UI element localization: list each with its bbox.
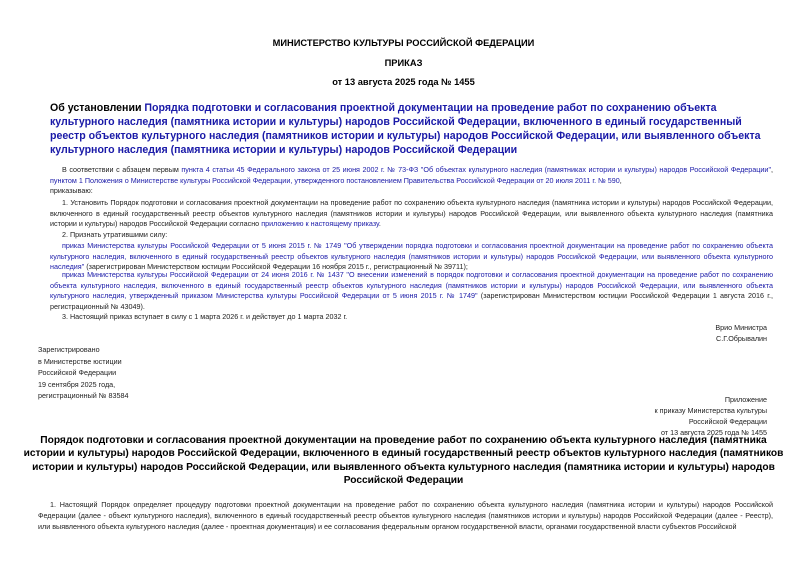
- appendix-block: [654, 394, 767, 438]
- item-1-text: 1. Установить Порядок подготовки и согласования проектной документации на проведение работ по сохранению объекта культурного наследия (памятника истории и культуры) народов Российской Федерации, включенного в единый государственный реестр объектов культурного наследия (памятников истории и культуры) народов Российской Федерации, или выявленного объекта культурного наследия (памятника истории и культуры) народов Российской Федерации согласно: [50, 198, 773, 229]
- document-type-heading: ПРИКАЗ: [384, 58, 423, 68]
- item-1: [50, 198, 773, 230]
- registration-line: Российской Федерации: [38, 368, 117, 377]
- appendix-line: Приложение: [724, 395, 767, 404]
- signatory-name: С.Г.Обрывалин: [716, 334, 767, 343]
- ministry-heading: МИНИСТЕРСТВО КУЛЬТУРЫ РОССИЙСКОЙ ФЕДЕРАЦИИ: [272, 38, 535, 48]
- registration-line: регистрационный № 83584: [38, 391, 129, 400]
- registration-block: [38, 344, 128, 402]
- registration-line: Зарегистрировано: [38, 345, 100, 354]
- ministry-regulation-link[interactable]: пунктом 1 Положения о Министерстве культуры Российской Федерации, утвержденного постановлением Правительства Российской Федерации от 20 июля 2011 г. № 590: [50, 175, 620, 185]
- preamble-text-start: В соответствии с абзацем первым: [62, 165, 182, 174]
- order-word: приказываю:: [50, 186, 93, 196]
- order-1437-link[interactable]: приказ Министерства культуры Российской Федерации от 24 июня 2016 г. № 1437 "О внесении изменений в порядок подготовки и согласования проектной документации на проведение работ по сохранению объекта культурного наследия, включенного в единый государственный реестр объектов культурного наследия (памятников истории и культуры) народов Российской Федерации, или выявленного объекта культурного наследия, утвержденный приказом Министерства культуры Российской Федерации от 5 июня 2015 г. № 1749": [50, 270, 773, 301]
- order-date-number: от 13 августа 2025 года № 1455: [332, 77, 475, 87]
- repeal-2-paragraph: [50, 270, 773, 323]
- signatory-position: Врио Министра: [715, 323, 767, 332]
- repeal-2: [50, 270, 773, 312]
- order-title: [50, 101, 765, 157]
- preamble-separator: ,: [771, 165, 773, 174]
- item-1-paragraph: [50, 198, 773, 240]
- order-1749-link[interactable]: приказ Министерства культуры Российской Федерации от 5 июня 2015 г. № 1749 "Об утверждении порядка подготовки и согласования проектной документации на проведение работ по сохранению объекта культурного наследия, включенного в единый государственный реестр объектов культурного наследия (памятников истории и культуры) народов Российской Федерации, или выявленного объекта культурного наследия": [50, 241, 773, 272]
- repeal-1: [50, 241, 773, 273]
- appendix-line: от 13 августа 2025 года № 1455: [660, 428, 767, 437]
- repeal-1-registration: (зарегистрирован Министерством юстиции Российской Федерации 16 ноября 2015 г., регистрационный № 39711);: [84, 262, 468, 272]
- preamble-end: ,: [619, 175, 622, 185]
- registration-line: 19 сентября 2025 года,: [38, 379, 116, 389]
- federal-law-link[interactable]: пункта 4 статьи 45 Федерального закона от 25 июня 2002 г. № 73-ФЗ "Об объектах культурного наследия (памятниках истории и культуры) народов Российской Федерации": [181, 165, 771, 174]
- repeal-2-registration: (зарегистрирован Министерством юстиции Российской Федерации 1 августа 2016 г., регистрационный № 43049).: [50, 291, 773, 311]
- preamble-text: [50, 165, 773, 186]
- repeal-1-paragraph: [50, 241, 773, 273]
- appendix-link[interactable]: приложению к настоящему приказу: [261, 219, 379, 229]
- preamble-paragraph: [50, 165, 773, 197]
- item-3: 3. Настоящий приказ вступает в силу с 1 марта 2026 г. и действует до 1 марта 2032 г.: [62, 312, 348, 322]
- signature-block: [715, 322, 767, 344]
- procedure-title: Порядок подготовки и согласования проектной документации на проведение работ по сохранению объекта культурного наследия (памятника истории и культуры) народов Российской Федерации, включенного в единый государственный реестр объектов культурного наследия (памятников истории и культуры) народов Российской Федерации, или выявленного объекта культурного наследия (памятника истории и культуры) народов Российской Федерации: [23, 435, 784, 486]
- appendix-line: к приказу Министерства культуры: [654, 406, 767, 415]
- title-procedure-link[interactable]: Порядка подготовки и согласования проектной документации на проведение работ по сохранению объекта культурного наследия (памятника истории и культуры) народов Российской Федерации, включенного в единый государственный реестр объектов культурного наследия (памятников истории и культуры) народов Российской Федерации, или выявленного объекта культурного наследия (памятника истории и культуры) народов Российской Федерации: [50, 102, 761, 156]
- item-1-end: .: [378, 219, 381, 229]
- appendix-line: Российской Федерации: [688, 417, 767, 426]
- registration-line: в Министерстве юстиции: [38, 356, 122, 366]
- procedure-item-1: 1. Настоящий Порядок определяет процедуру подготовки проектной документации на проведение работ по сохранению объекта культурного наследия (памятника истории и культуры) народов Российской Федерации (далее - объект культурного наследия), включенного в единый государственный реестр объектов культурного наследия (памятников истории и культуры) народов Российской Федерации (далее - Реестр), или выявленного объекта культурного наследия (далее - проектная документация) и ее согласования федеральным органом государственной власти, органами государственной власти субъектов Российской: [38, 500, 773, 531]
- item-2: 2. Признать утратившими силу:: [62, 229, 168, 239]
- title-prefix: Об установлении: [50, 102, 145, 114]
